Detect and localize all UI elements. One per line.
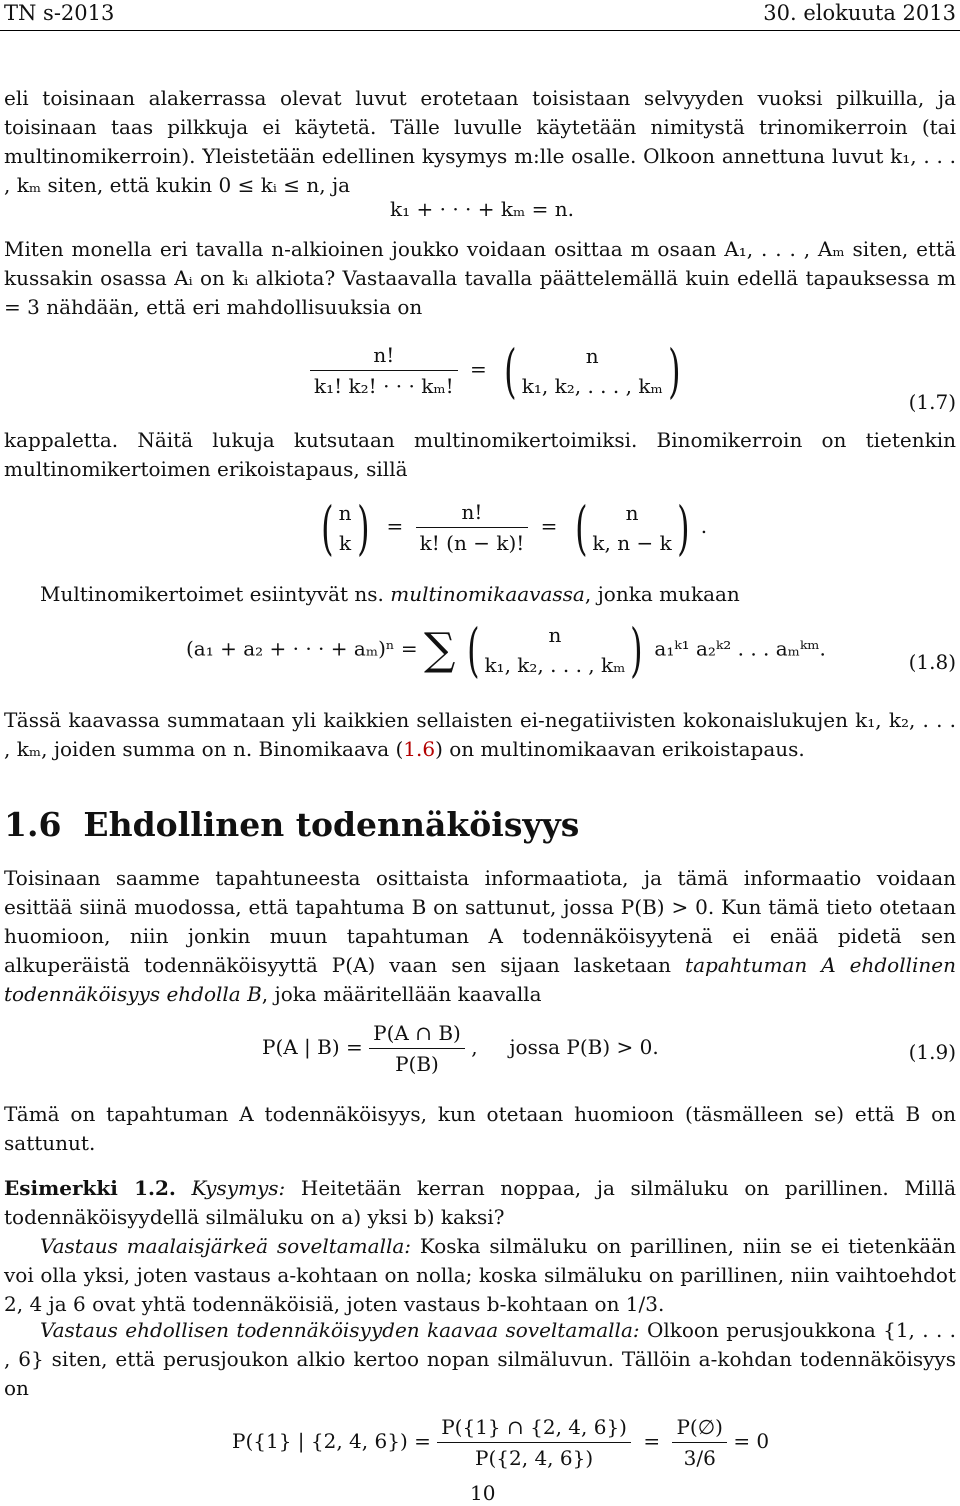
multinomial-coefficient: ( n k₁, k₂, . . . , kₘ ) <box>466 616 643 684</box>
header-rule <box>0 30 960 31</box>
paragraph-conditional-probability: Toisinaan saamme tapahtuneesta osittaista informaatiota, ja tämä informaatio voidaan esittää siinä muodossa, että tapahtuma B on sattunut, jossa P(B) > 0. Kun tämä tieto otetaan huomioon, niin jonkin muun tapahtuman A todennäköisyytenä ei enää pidetä sen alkuperäistä todennäköisyyttä P(A) vaan sen sijaan lasketaan tapahtuman A ehdollinen todennäköisyys ehdolla B, joka määritellään kaavalla <box>4 866 957 1006</box>
page-number: 10 <box>470 1481 496 1505</box>
reference-link-1-6[interactable]: 1.6 <box>403 737 436 761</box>
paragraph-trinomial: eli toisinaan alakerrassa olevat luvut erotetaan toisistaan selvyyden vuoksi pilkuilla, ja toisinaan taas pilkkuja ei käytetä. Tälle luvulle käytetään nimitystä trinomikerroin (tai multinomikerroin). Yleistetään edellinen kysymys m:lle osalle. Olkoon annettuna luvut k₁, . . . , kₘ siten, että kukin 0 ≤ kᵢ ≤ n, ja <box>4 86 956 197</box>
equation-example-computation: P({1} | {2, 4, 6}) = $\frac{P(\{1\} \cap \{2, 4, 6\})}{P(\{2, 4, 6\})}$ = $\frac{P(\emptyset)}{3/6}$ = 0 <box>232 1412 769 1473</box>
equation-number-1-8: (1.8) <box>908 650 956 674</box>
paragraph-multinomial-coefficients: kappaletta. Näitä lukuja kutsutaan multinomikertoimiksi. Binomikerroin on tietenkin multinomikertoimen erikoistapaus, sillä <box>4 428 956 481</box>
example-question: Esimerkki 1.2. Kysymys: Heitetään kerran noppaa, ja silmäluku on parillinen. Millä todennäköisyydellä silmäluku on a) yksi b) kaksi? <box>4 1176 956 1229</box>
equation-1-8: (a₁ + a₂ + · · · + aₘ)ⁿ = ∑ ( n k₁, k₂, . . . , kₘ ) a₁ᵏ¹ a₂ᵏ² . . . aₘᵏᵐ. <box>186 616 826 684</box>
section-heading: 1.6 Ehdollinen todennäköisyys <box>4 805 580 844</box>
paragraph-summation-explanation: Tässä kaavassa summataan yli kaikkien sellaisten ei-negatiivisten kokonaislukujen k₁, k₂, . . . , kₘ, joiden summa on n. Binomikaava (1.6) on multinomikaavan erikoistapaus. <box>4 708 956 761</box>
equation-binomial-special-case: ( n k ) = $\frac{n!}{k! (n - k)!}$ = ( n k, n − k ) . <box>321 493 708 562</box>
equation-number-1-9: (1.9) <box>908 1040 956 1064</box>
multinomial-coefficient: ( n k₁, k₂, . . . , kₘ ) <box>504 336 681 405</box>
equation-1-7: $\frac{n!}{\text{k₁! k₂! · · · kₘ!}}$ = ( n k₁, k₂, . . . , kₘ ) <box>310 340 685 401</box>
example-answer-formula: Vastaus ehdollisen todennäköisyyden kaavaa soveltamalla: Olkoon perusjoukkona {1, . . . , 6} siten, että perusjoukon alkio kertoo nopan silmäluvun. Tällöin a-kohdan todennäköisyys on <box>4 1318 957 1400</box>
equation-number-1-7: (1.7) <box>908 390 956 414</box>
running-header-left: TN s-2013 <box>4 1 115 25</box>
running-header-right: 30. elokuuta 2013 <box>763 1 956 25</box>
paragraph-multinomial-formula-intro: Multinomikertoimet esiintyvät ns. multinomikaavassa, jonka mukaan <box>40 582 740 606</box>
example-answer-common-sense: Vastaus maalaisjärkeä soveltamalla: Koska silmäluku on parillinen, niin se ei tietenkään voi olla yksi, joten vastaus a-kohtaan on nolla; koska silmäluku on parillinen, niin vaihtoehdot 2, 4 ja 6 ovat yhtä todennäköisiä, joten vastaus b-kohtaan on 1/3. <box>4 1234 956 1316</box>
paragraph-partition: Miten monella eri tavalla n-alkioinen joukko voidaan osittaa m osaan A₁, . . . , Aₘ siten, että kussakin osassa Aᵢ on kᵢ alkiota? Vastaavalla tavalla päättelemällä kuin edellä tapauksessa m = 3 nähdään, että eri mahdollisuuksia on <box>4 237 956 319</box>
multinomial-fraction: $\frac{n!}{\text{k₁! k₂! · · · kₘ!}}$ <box>310 340 458 401</box>
paragraph-interpretation: Tämä on tapahtuman A todennäköisyys, kun otetaan huomioon (täsmälleen se) että B on sattunut. <box>4 1102 956 1155</box>
equation-1-9: P(A | B) = $\frac{P(A \cap B)}{P(B)}$ , jossa P(B) > 0. <box>262 1018 659 1079</box>
equation-k-sum: k₁ + · · · + kₘ = n. <box>390 197 574 221</box>
